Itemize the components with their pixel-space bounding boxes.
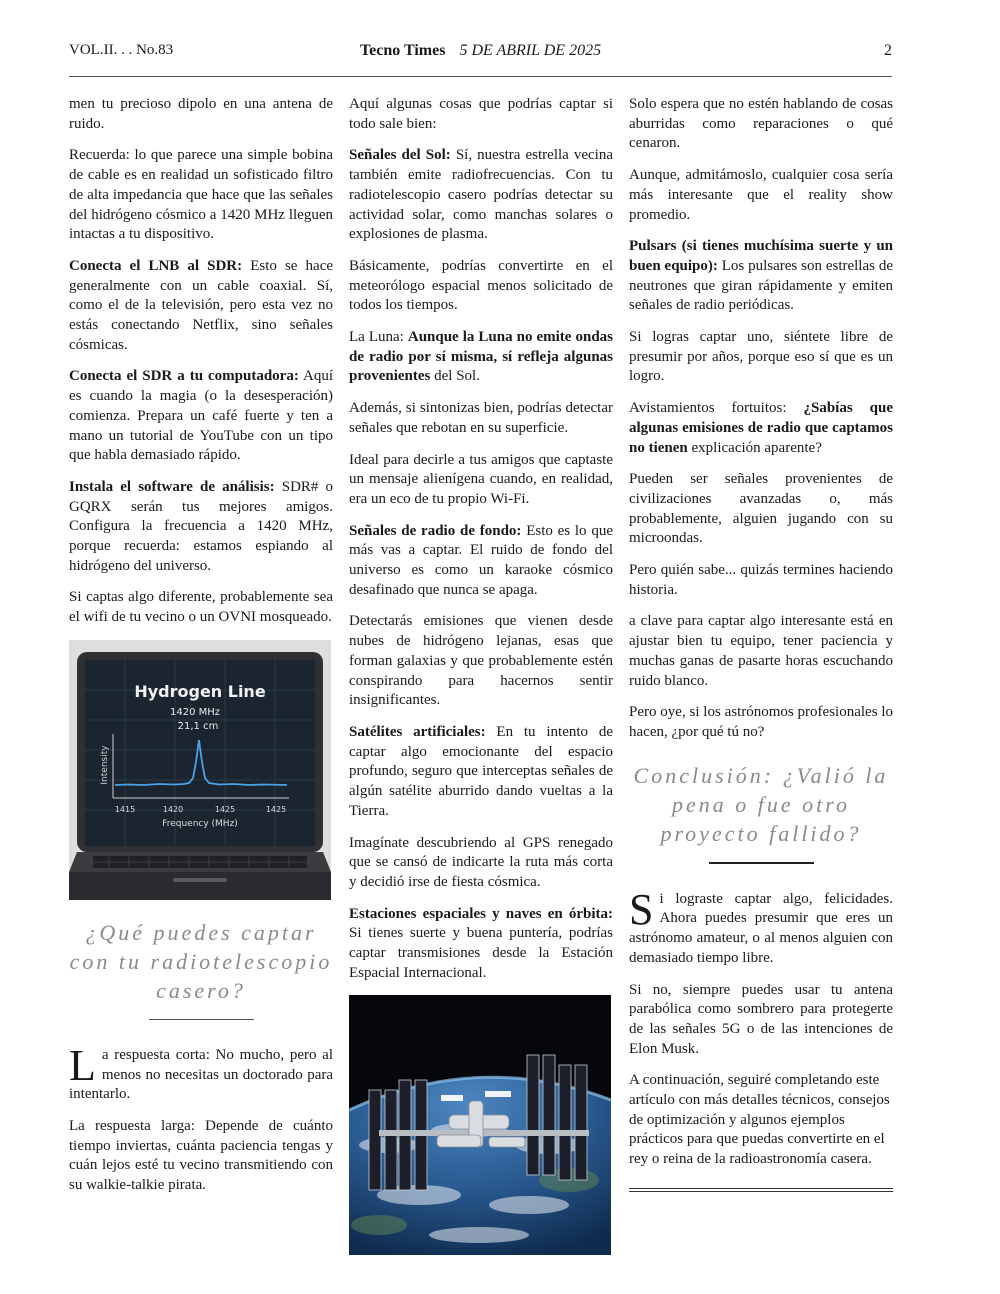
paragraph [349, 522, 613, 601]
item-text: Esto es lo que más vas a captar. El ruido de fondo del universo es como un karaoke cósmico desafinado que nunca se apaga. [349, 522, 613, 598]
header-rule [69, 76, 892, 77]
paragraph: Aunque, admitámoslo, cualquier cosa sería más interesante que el reality show promedio. [629, 167, 893, 223]
step-title: Instala el software de análisis: [69, 478, 275, 495]
publication-name: Tecno Times [359, 42, 446, 59]
paragraph [69, 1040, 333, 1105]
paragraph: a clave para captar algo interesante está en ajustar bien tu equipo, tener paciencia y muchas ganas de pasarte horas escuchando ruido blanco. [629, 613, 893, 689]
column-1 [69, 95, 333, 1208]
paragraph [349, 723, 613, 822]
tick-label: 1425 [265, 804, 287, 814]
wavelength-label: 21,1 cm [177, 720, 219, 732]
section-heading: Conclusión: ¿Valió la pena o fue otro proyecto fallido? [633, 762, 889, 846]
tick-label: 1420 [162, 804, 184, 814]
paragraph: Básicamente, podrías convertirte en el meteorólogo espacial menos solicitado de todos los tiempos. [349, 257, 613, 314]
item-title: Avistamientos fortuitos: [629, 400, 804, 417]
paragraph: Pueden ser señales provenientes de civilizaciones avanzadas o, más probablemente, alguien jugando con su microondas. [629, 471, 893, 547]
paragraph [349, 905, 613, 984]
paragraph: Imagínate descubriendo al GPS renegado que se cansó de indicarte la ruta más corta y decidió irse de fiesta cósmica. [349, 834, 613, 890]
step-title: Conecta el SDR a tu computadora: [69, 368, 299, 385]
masthead [69, 42, 892, 60]
item-bold: Aunque la Luna no emite ondas de radio por sí misma, sí refleja algunas provenientes [349, 329, 614, 385]
item-title: Estaciones espaciales y naves en órbita: [349, 905, 613, 922]
paragraph [349, 328, 613, 387]
step-text: SDR# o GQRX serán tus mejores amigos. Configura la frecuencia a 1420 MHz, porque recuerda: estamos espiando al hidrógeno del universo. [69, 478, 333, 574]
heading-rule [149, 1019, 254, 1020]
space-station-image [349, 995, 611, 1255]
item-title: Satélites artificiales: [349, 723, 486, 740]
paragraph: A continuación, seguiré completando este artículo con más detalles técnicos, consejos de optimización y algunos ejemplos prácticos para que puedas convertirte en el rey o reina de la radioastronomía casera. [629, 1072, 890, 1168]
paragraph [629, 884, 893, 969]
paragraph-text: i lograste captar algo, felicidades. Ahora puedes presumir que eres un astrónomo amateur, o al menos alguien con demasiado tiempo libre. [629, 890, 893, 966]
heading-rule [709, 862, 814, 864]
item-title: Pulsars (si tienes muchísima suerte y un buen equipo): [629, 238, 893, 274]
volume-number: VOL.II. . . No.83 [69, 42, 174, 58]
step-text: Aquí es cuando la magia (o la desesperación) comienza. Prepara un café fuerte y ten a mano un tutorial de YouTube con un tipo que habla demasiado rápido. [69, 368, 333, 464]
paragraph: La respuesta larga: Depende de cuánto tiempo inviertas, cuánta paciencia tengas y cuán lejos esté tu vecino transmitiendo con su walkie-talkie pirata. [69, 1117, 333, 1194]
item-title: La Luna: [349, 329, 408, 346]
item-text: explicación aparente? [687, 439, 822, 456]
paragraph-text: a respuesta corta: No mucho, pero al menos no necesitas un doctorado para intentarlo. [69, 1046, 333, 1103]
tick-label: 1425 [214, 804, 236, 814]
issue-date: 5 DE ABRIL DE 2025 [459, 42, 602, 59]
drop-cap: L [69, 1040, 96, 1090]
column-3 [629, 95, 893, 1192]
section-heading: ¿Qué puedes captar con tu radiotelescopio casero? [69, 919, 333, 1003]
y-axis-label: Intensity [100, 745, 110, 785]
paragraph [69, 257, 333, 356]
paragraph: Además, si sintonizas bien, podrías detectar señales que rebotan en su superficie. [349, 400, 613, 436]
laptop-hydrogen-line-image [69, 640, 331, 900]
paragraph [69, 478, 333, 577]
item-bold: ¿Sabías que algunas emisiones de radio que captamos no tienen [629, 400, 893, 456]
paragraph: Recuerda: lo que parece una simple bobina de cable es en realidad un sofisticado filtro de alta impedancia que hace que las señales del hidrógeno cósmico a 1420 MHz lleguen intactas a tu dispositivo. [69, 147, 333, 243]
paragraph [629, 399, 893, 458]
step-text: Esto se hace generalmente con un cable coaxial. Sí, como el de la televisión, pero esta vez no estás conectando Netflix, sino señales cósmicas. [69, 257, 334, 353]
paragraph: Ideal para decirle a tus amigos que captaste un mensaje alienígena cuando, en realidad, era un eco de tu propio Wi-Fi. [349, 451, 613, 507]
item-text: del Sol. [430, 368, 480, 385]
item-text: Los pulsares son estrellas de neutrones que giran rápidamente y emiten señales de radio periódicas. [629, 257, 893, 314]
paragraph: Pero oye, si los astrónomos profesionales lo hacen, ¿por qué tú no? [629, 704, 893, 740]
chart-title: Hydrogen Line [134, 681, 266, 701]
item-text: Sí, nuestra estrella vecina también emite radiofrecuencias. Con tu radiotelescopio casero podrías detectar su actividad solar, como manchas solares o explosiones de plasma. [349, 147, 613, 243]
paragraph: Solo espera que no estén hablando de cosas aburridas como reparaciones o qué cenaron. [629, 96, 893, 152]
paragraph: men tu precioso dipolo en una antena de ruido. [69, 96, 333, 132]
item-text: En tu intento de captar algo emocionante del espacio profundo, seguro que interceptas señales de algún satélite aburrido dando vueltas a la Tierra. [349, 723, 613, 819]
item-text: Si tienes suerte y buena puntería, podrías captar transmisiones desde la Estación Espacial Internacional. [349, 925, 613, 981]
page-header [69, 42, 892, 64]
drop-cap: S [629, 884, 654, 934]
step-title: Conecta el LNB al SDR: [69, 257, 243, 274]
frequency-label: 1420 MHz [169, 706, 221, 718]
paragraph: Si no, siempre puedes usar tu antena parabólica como sombrero para protegerte de las señales 5G o de las intenciones de Elon Musk. [629, 981, 893, 1057]
paragraph: Si logras captar uno, siéntete libre de presumir por años, porque eso sí que es un logro. [629, 329, 893, 385]
x-axis-label: Frequency (MHz) [162, 818, 238, 829]
column-2 [349, 95, 613, 1267]
paragraph [629, 237, 893, 316]
item-title: Señales del Sol: [349, 147, 451, 164]
paragraph [69, 367, 333, 466]
paragraph: Detectarás emisiones que vienen desde nubes de hidrógeno lejanas, esas que forman galaxias y que probablemente estén conspirando para hacernos sentir insignificantes. [349, 613, 613, 709]
paragraph: Pero quién sabe... quizás termines haciendo historia. [629, 562, 893, 598]
paragraph: Si captas algo diferente, probablemente sea el wifi de tu vecino o un OVNI mosqueado. [69, 589, 333, 626]
paragraph [349, 146, 613, 245]
page-number: 2 [884, 42, 892, 59]
end-of-article-rule [629, 1188, 893, 1192]
item-title: Señales de radio de fondo: [349, 522, 522, 539]
tick-label: 1415 [114, 804, 136, 814]
paragraph: Aquí algunas cosas que podrías captar si todo sale bien: [349, 96, 613, 132]
